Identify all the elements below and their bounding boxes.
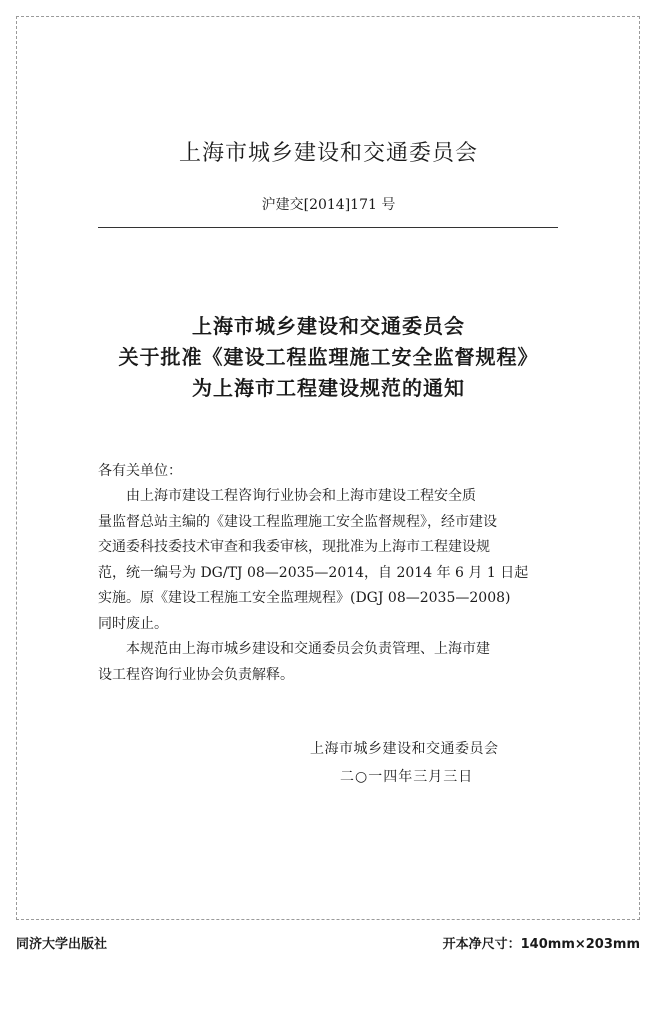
body-line: 量监督总站主编的《建设工程监理施工安全监督规程》，经市建设 [98, 513, 497, 530]
issuer-heading: 上海市城乡建设和交通委员会 [178, 141, 478, 166]
body-line: 范，统一编号为 DG/TJ 08—2035—2014，自 2014 年 6 月 1 日起 [98, 564, 529, 581]
trim-size-label: 开本净尺寸：140mm×203mm [442, 937, 640, 952]
body-line: 设工程咨询行业协会负责解释。 [98, 666, 294, 683]
signatory: 上海市城乡建设和交通委员会 [310, 741, 499, 757]
notice-body [98, 484, 560, 688]
publisher-label: 同济大学出版社 [16, 937, 108, 952]
body-paragraph-2 [98, 637, 560, 688]
body-paragraph-1 [98, 484, 560, 637]
body-line: 同时废止。 [98, 615, 168, 632]
notice-title-line-2: 关于批准《建设工程监理施工安全监督规程》 [118, 345, 539, 369]
body-line: 本规范由上海市城乡建设和交通委员会负责管理、上海市建 [98, 641, 490, 657]
body-line: 实施。原《建设工程施工安全监理规程》(DGJ 08—2035—2008) [98, 590, 511, 606]
salutation: 各有关单位： [98, 463, 182, 479]
document-number: 沪建交[2014]171 号 [261, 197, 396, 213]
body-line: 交通委科技委技术审查和我委审核，现批准为上海市工程建设规 [98, 539, 490, 555]
notice-title-line-3: 为上海市工程建设规范的通知 [192, 376, 465, 400]
header-divider [98, 227, 558, 228]
body-line: 由上海市建设工程咨询行业协会和上海市建设工程安全质 [98, 488, 476, 504]
notice-title-line-1: 上海市城乡建设和交通委员会 [192, 314, 465, 338]
issue-date: 二○一四年三月三日 [340, 769, 474, 785]
